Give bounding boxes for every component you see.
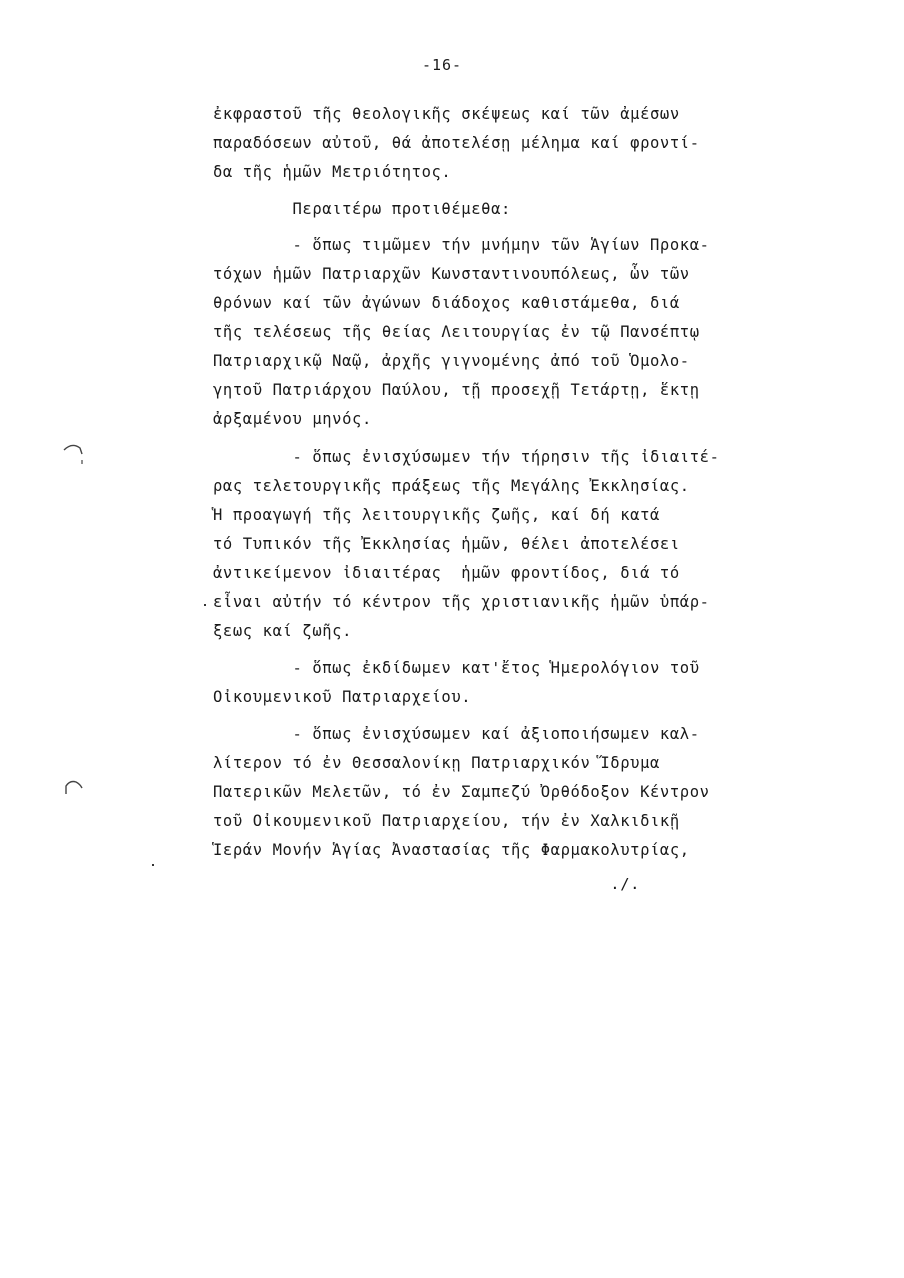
text-line: - ὅπως τιμῶμεν τήν μνήμην τῶν Ἁγίων Προκα- (213, 236, 710, 254)
text-line: ἀντικείμενον ἰδιαιτέρας ἡμῶν φροντίδος, διά τό (213, 564, 680, 582)
text-line: τῆς τελέσεως τῆς θείας Λειτουργίας ἐν τῷ Πανσέπτῳ (213, 323, 700, 341)
text-line: ἐκφραστοῦ τῆς θεολογικῆς σκέψεως καί τῶν ἀμέσων (213, 105, 680, 123)
text-line: ξεως καί ζωῆς. (213, 622, 353, 640)
text-line: τοῦ Οἰκουμενικοῦ Πατριαρχείου, τήν ἐν Χαλκιδικῇ (213, 812, 680, 830)
page-number: -16- (421, 56, 463, 74)
text-line: θρόνων καί τῶν ἀγώνων διάδοχος καθιστάμεθα, διά (213, 294, 680, 312)
text-line: Οἰκουμενικοῦ Πατριαρχείου. (213, 688, 472, 706)
continuation-mark: ./. (213, 875, 641, 893)
text-line: δα τῆς ἡμῶν Μετριότητος. (213, 163, 452, 181)
stray-mark (204, 604, 206, 606)
text-line: τό Τυπικόν τῆς Ἐκκλησίας ἡμῶν, θέλει ἀποτελέσει (213, 535, 680, 553)
punch-hole-mark (60, 776, 90, 806)
text-line: εἶναι αὐτήν τό κέντρον τῆς χριστιανικῆς ἡμῶν ὑπάρ- (213, 593, 710, 611)
text-line: Πατριαρχικῷ Ναῷ, ἀρχῆς γιγνομένης ἀπό τοῦ Ὁμολο- (213, 352, 690, 370)
text-line: ἀρξαμένου μηνός. (213, 410, 372, 428)
text-line: τόχων ἡμῶν Πατριαρχῶν Κωνσταντινουπόλεως, ὧν τῶν (213, 265, 690, 283)
text-line: Ἡ προαγωγή τῆς λειτουργικῆς ζωῆς, καί δή κατά (213, 506, 660, 524)
text-line: - ὅπως ἐνισχύσωμεν καί ἀξιοποιήσωμεν καλ- (213, 725, 700, 743)
stray-mark (152, 864, 154, 866)
text-line: - ὅπως ἐνισχύσωμεν τήν τήρησιν τῆς ἰδιαιτέ- (213, 448, 720, 466)
text-line: Πατερικῶν Μελετῶν, τό ἐν Σαμπεζύ Ὀρθόδοξον Κέντρον (213, 783, 710, 801)
text-line: λίτερον τό ἐν Θεσσαλονίκῃ Πατριαρχικόν Ἵδρυμα (213, 754, 660, 772)
text-line: γητοῦ Πατριάρχου Παύλου, τῇ προσεχῇ Τετάρτῃ, ἕκτῃ (213, 381, 700, 399)
punch-hole-mark (60, 440, 90, 470)
text-line: - ὅπως ἐκδίδωμεν κατ'ἔτος Ἡμερολόγιον τοῦ (213, 659, 700, 677)
text-line: Ἱεράν Μονήν Ἁγίας Ἀναστασίας τῆς Φαρμακολυτρίας, (213, 841, 690, 859)
text-line: παραδόσεων αὐτοῦ, θά ἀποτελέσῃ μέλημα καί φροντί- (213, 134, 700, 152)
text-line: Περαιτέρω προτιθέμεθα: (213, 200, 511, 218)
text-line: ρας τελετουργικῆς πράξεως τῆς Μεγάλης Ἐκκλησίας. (213, 477, 690, 495)
